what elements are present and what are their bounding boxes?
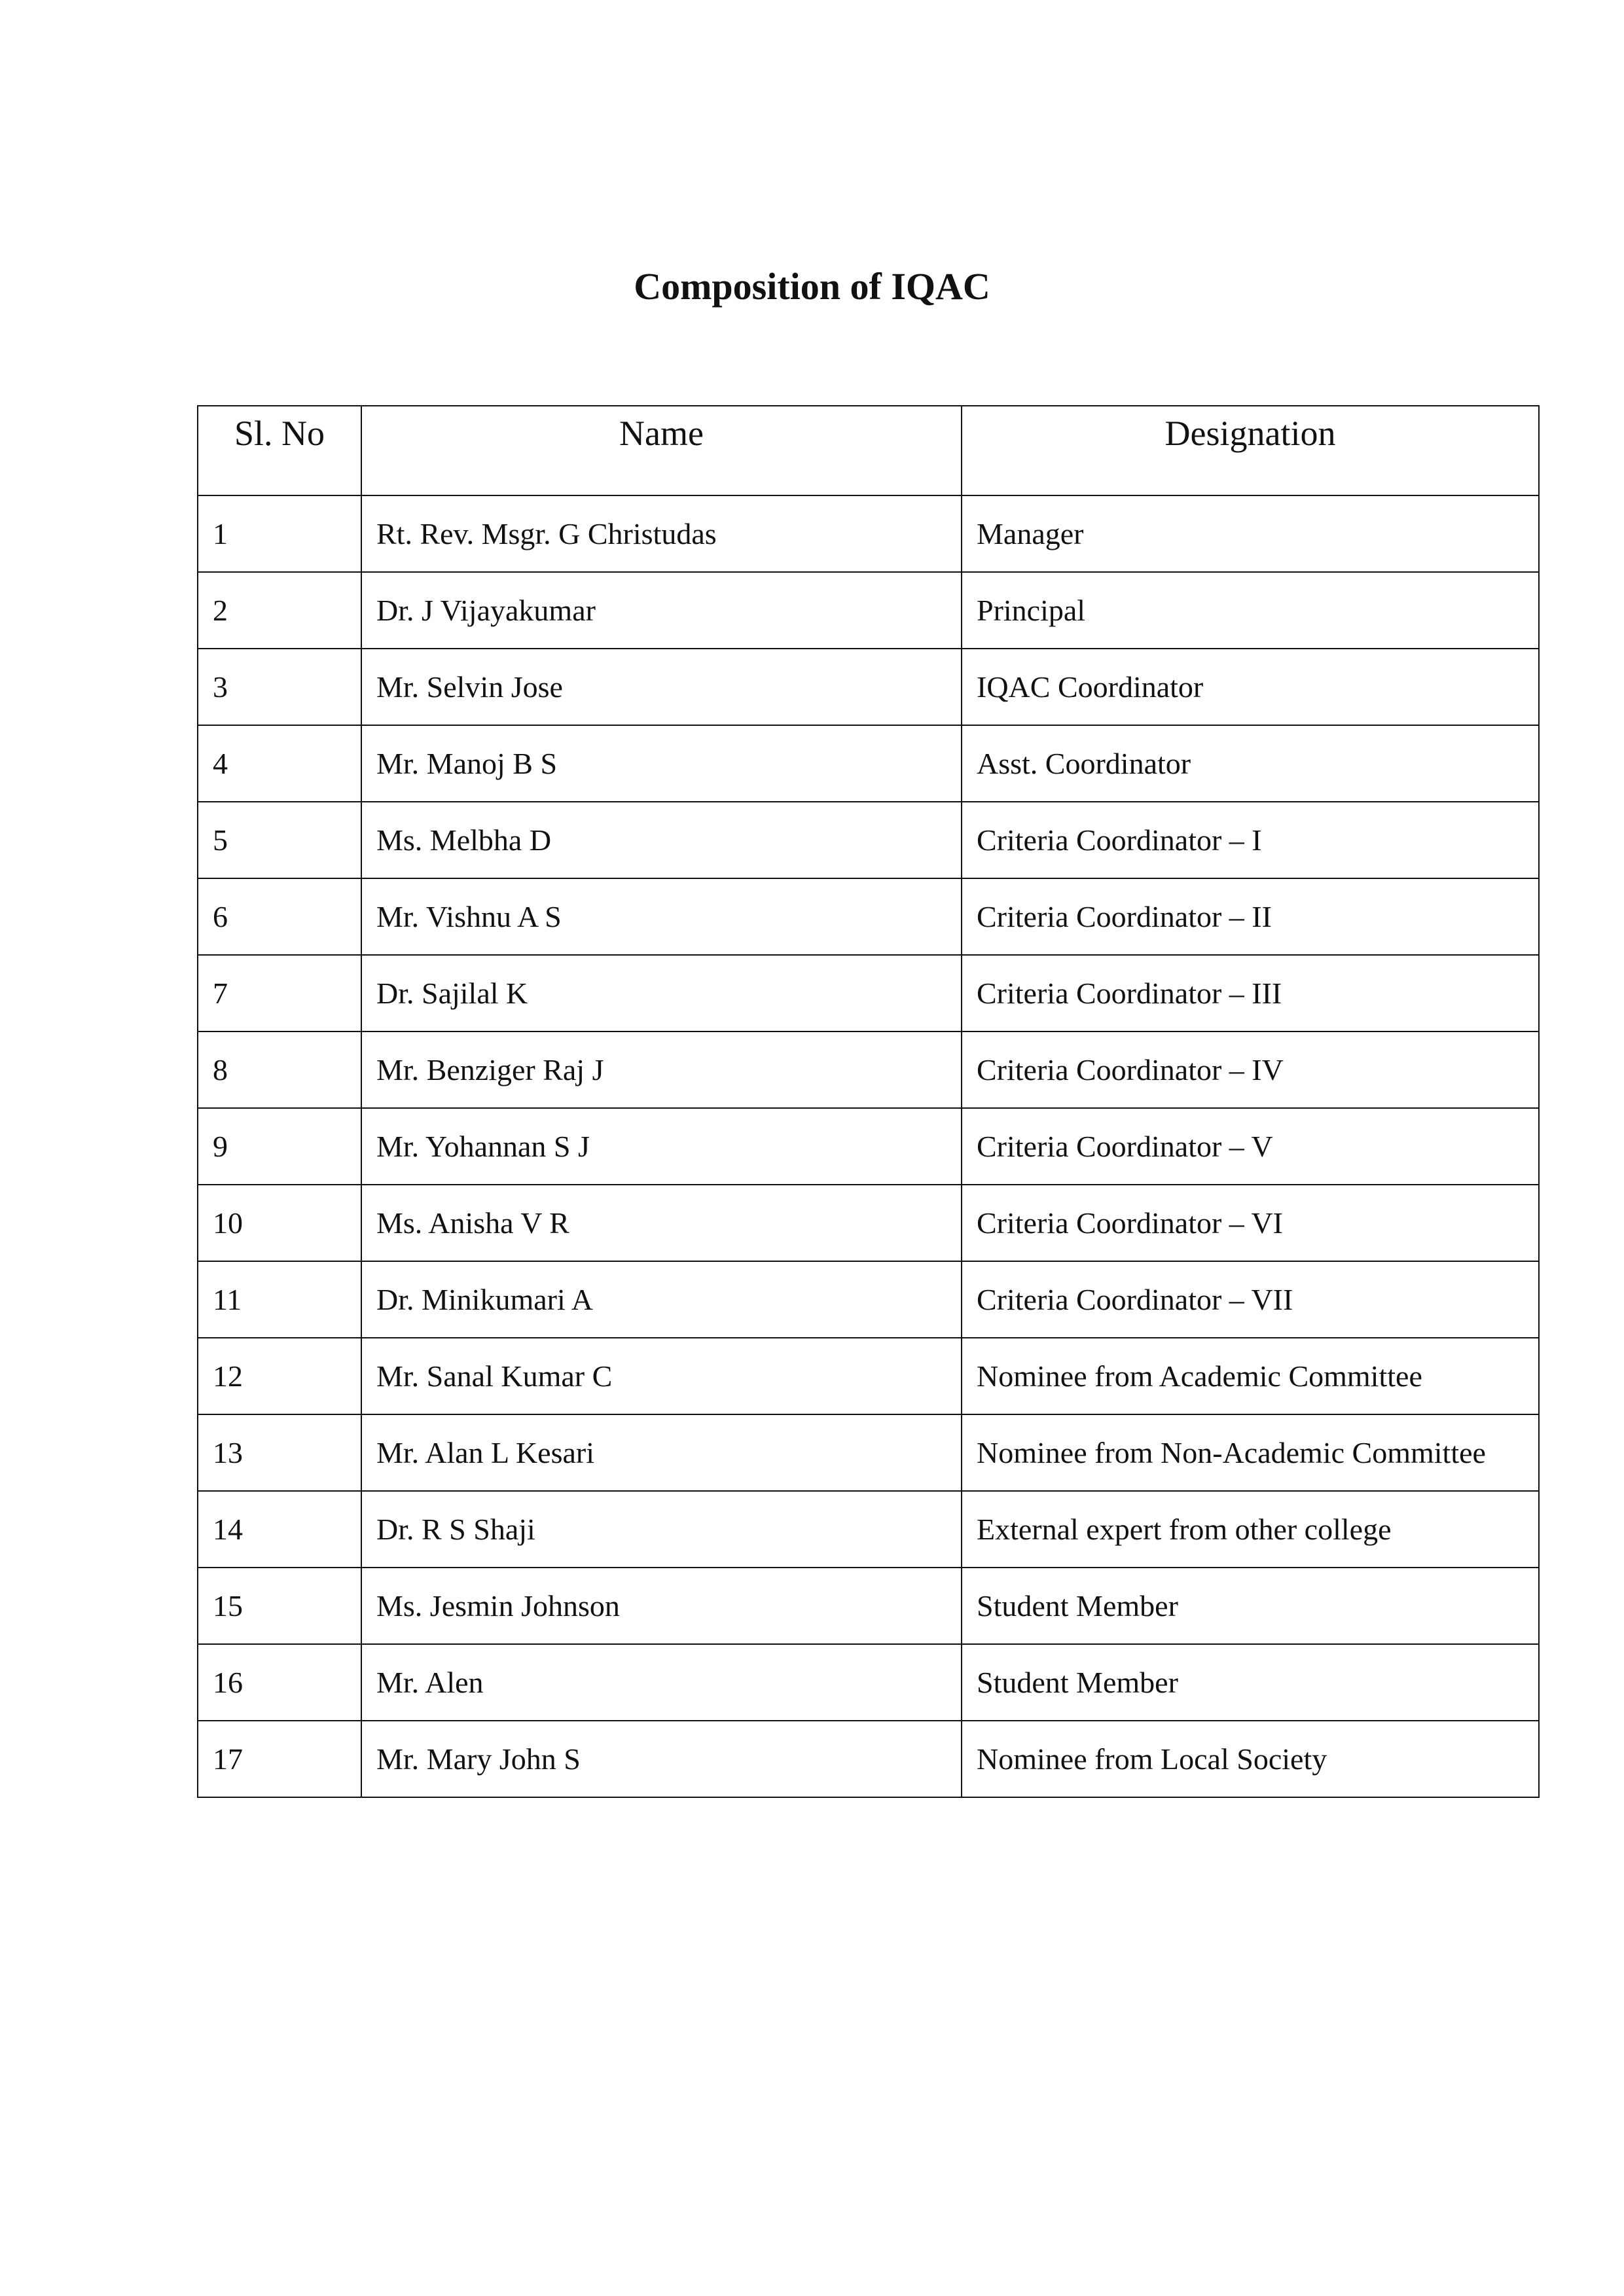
cell-name: Mr. Selvin Jose [361,649,962,725]
table-row [198,878,1539,955]
cell-sl-no: 2 [198,572,361,649]
cell-name: Ms. Anisha V R [361,1185,962,1261]
table-row [198,1185,1539,1261]
cell-designation: Criteria Coordinator – I [962,802,1539,878]
table-row [198,1721,1539,1797]
cell-name: Mr. Yohannan S J [361,1108,962,1185]
column-header-sl-no: Sl. No [198,406,361,495]
table-row [198,725,1539,802]
cell-name: Dr. Sajilal K [361,955,962,1031]
cell-designation: Principal [962,572,1539,649]
cell-designation: Student Member [962,1568,1539,1644]
table-row [198,649,1539,725]
cell-name: Ms. Jesmin Johnson [361,1568,962,1644]
table-row [198,802,1539,878]
table-row [198,1568,1539,1644]
table-row [198,495,1539,572]
cell-sl-no: 10 [198,1185,361,1261]
table-header-row [198,406,1539,495]
cell-name: Mr. Benziger Raj J [361,1031,962,1108]
cell-name: Mr. Mary John S [361,1721,962,1797]
table-row [198,955,1539,1031]
column-header-designation: Designation [962,406,1539,495]
cell-designation: Criteria Coordinator – VI [962,1185,1539,1261]
cell-sl-no: 7 [198,955,361,1031]
cell-sl-no: 11 [198,1261,361,1338]
cell-name: Mr. Alen [361,1644,962,1721]
table-row [198,1338,1539,1414]
cell-sl-no: 3 [198,649,361,725]
cell-designation: Criteria Coordinator – III [962,955,1539,1031]
cell-designation: Criteria Coordinator – II [962,878,1539,955]
cell-sl-no: 4 [198,725,361,802]
cell-name: Mr. Vishnu A S [361,878,962,955]
cell-sl-no: 9 [198,1108,361,1185]
cell-name: Mr. Sanal Kumar C [361,1338,962,1414]
cell-name: Dr. R S Shaji [361,1491,962,1568]
cell-designation: Asst. Coordinator [962,725,1539,802]
cell-sl-no: 16 [198,1644,361,1721]
cell-designation: Criteria Coordinator – VII [962,1261,1539,1338]
cell-designation: Criteria Coordinator – V [962,1108,1539,1185]
cell-sl-no: 5 [198,802,361,878]
cell-designation: Criteria Coordinator – IV [962,1031,1539,1108]
cell-designation: Nominee from Academic Committee [962,1338,1539,1414]
iqac-composition-table [197,405,1540,1798]
cell-sl-no: 14 [198,1491,361,1568]
cell-sl-no: 6 [198,878,361,955]
cell-name: Ms. Melbha D [361,802,962,878]
cell-name: Mr. Manoj B S [361,725,962,802]
table-row [198,1491,1539,1568]
table-row [198,1644,1539,1721]
cell-name: Dr. Minikumari A [361,1261,962,1338]
table-body [198,495,1539,1797]
table-row [198,1414,1539,1491]
table-row [198,1261,1539,1338]
table-row [198,1108,1539,1185]
cell-sl-no: 8 [198,1031,361,1108]
page-title: Composition of IQAC [634,265,990,308]
cell-name: Dr. J Vijayakumar [361,572,962,649]
table-row [198,1031,1539,1108]
cell-sl-no: 12 [198,1338,361,1414]
cell-designation: Nominee from Local Society [962,1721,1539,1797]
cell-designation: External expert from other college [962,1491,1539,1568]
cell-name: Rt. Rev. Msgr. G Christudas [361,495,962,572]
cell-sl-no: 1 [198,495,361,572]
cell-designation: Student Member [962,1644,1539,1721]
cell-name: Mr. Alan L Kesari [361,1414,962,1491]
cell-sl-no: 13 [198,1414,361,1491]
cell-designation: Nominee from Non-Academic Committee [962,1414,1539,1491]
cell-sl-no: 15 [198,1568,361,1644]
cell-sl-no: 17 [198,1721,361,1797]
cell-designation: IQAC Coordinator [962,649,1539,725]
cell-designation: Manager [962,495,1539,572]
column-header-name: Name [361,406,962,495]
table-row [198,572,1539,649]
